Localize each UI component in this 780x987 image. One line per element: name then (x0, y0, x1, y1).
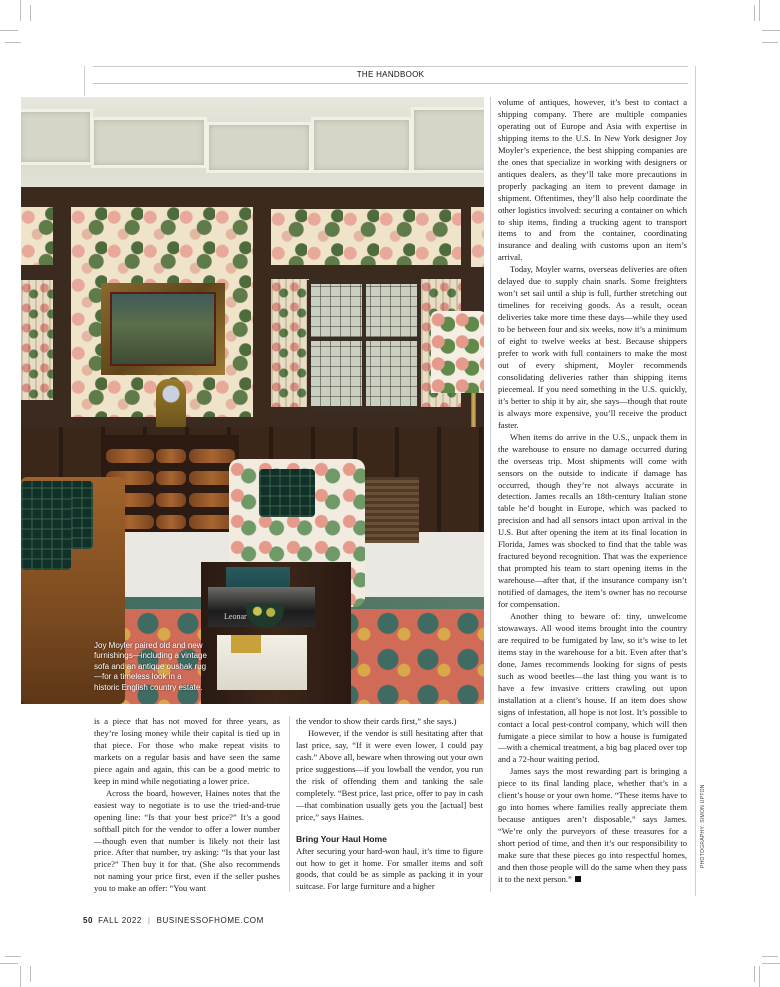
crop-mark-top-left-h2 (5, 42, 21, 43)
article-column-right (498, 97, 687, 886)
floral-wallpaper-right (271, 209, 461, 265)
page-footer (83, 916, 264, 925)
leaded-window (307, 280, 421, 410)
page-number: 50 (83, 916, 94, 925)
book-stack-top (226, 567, 290, 589)
book-spine-text: Leonar (224, 612, 247, 621)
floral-wallpaper-left (21, 207, 53, 265)
crop-mark-bottom-left-v2 (30, 966, 31, 982)
tartan-pillow-chair (259, 469, 315, 517)
column-rule-right (490, 97, 491, 892)
crop-mark-bottom-right-v2 (754, 966, 755, 982)
end-of-article-mark-icon (575, 876, 581, 882)
paragraph: volume of antiques, however, it’s best to contact a shipping company. There are multiple companies operating out of Europe and Asia with expertise in shipping items to the U.S. In New York designer Joy Moyler’s experience, the best shipping companies are the ones that specialize in working with designers or antiques dealers, as they’ll take more precautions in properly packaging an item to prevent damage in shipment. Oftentimes, they’ll also help coordinate the other logistics involved: securing a container on which to ship items, finding a trucking agent to transport items to and from the container, coordinating insurance and dealing with customs upon an item’s arrival. (498, 97, 687, 263)
floral-lamp-shade (431, 311, 484, 393)
crop-mark-top-right-h (762, 30, 780, 31)
photo-caption: Joy Moyler paired old and new furnishings—including a vintage sofa and an antique oushak rug—for a timeless look in a historic English country estate. (94, 641, 207, 692)
paragraph: the vendor to show their cards first,” she says.) (296, 716, 457, 726)
crop-mark-top-right-v2 (754, 5, 755, 21)
crop-mark-top-left-v (20, 0, 21, 21)
crop-mark-bottom-left-h2 (0, 963, 18, 964)
interior-photo (21, 97, 484, 704)
issue-label: FALL 2022 (98, 916, 142, 925)
paragraph-final (498, 766, 687, 886)
running-head: THE HANDBOOK (356, 70, 425, 79)
crop-mark-bottom-left-h (5, 956, 21, 957)
gilt-framed-painting (101, 283, 225, 375)
paragraph-text: James says the most rewarding part is bringing a piece to its final landing place, whether that’s in a client’s house or your own home. “These items have to go into homes where families really appreciate them because antiques aren’t disposable,” says James. “We’re only the purveyors of these treasures for a short period of time, and then it’s our responsibility to make sure that these pieces go into respectful homes, and then those people will do the same when they pass it to the next person.” (498, 766, 687, 884)
header-rule-top (93, 66, 688, 67)
ornate-ceiling (21, 97, 484, 189)
article-column-middle (296, 716, 483, 893)
crop-mark-top-left-v2 (30, 5, 31, 21)
paragraph: After securing your hard-won haul, it’s time to figure out how to get it home. For smaller items and soft goods, that could be as simple as packing it in your suitcase. For large furniture and a higher (296, 845, 483, 892)
paragraph: is a piece that has not moved for three years, as they’re losing money while their capital is tied up in that piece. For those who make repeat visits to markets on a regular basis and have seen the same piece again and again, this can be a good metric to keep in mind while negotiating a lower price. (94, 716, 280, 786)
crop-mark-bottom-left-v (20, 966, 21, 987)
paragraph: Today, Moyler warns, overseas deliveries are often delayed due to supply chain snarls. Some freighters won’t set sail until a ship is full, further stretching out timelines for receiving goods. As a result, ocean deliveries take more time these days—while they used to be between four and six weeks, now it’s a minimum of eight to twelve weeks at best. Because shippers prefer to work with full containers to make the most out of every shipment, Moyler recommends consolidating deliveries rather than shipping items piecemeal. If you need something in the U.S. quickly, it’s better to ship it by air, she says—though that route is always more expensive, you’ll receive the product faster. (498, 264, 687, 430)
photo-credit: PHOTOGRAPHY: SIMON UPTON (700, 784, 706, 868)
paragraph: However, if the vendor is still hesitating after that last price, say, “If it were even lower, I could pay cash.” Above all, beware when throwing out your own price suggestions—if you lowball the vendor, you run the risk of offending them and tanking the sale completely. “Best price, last price, offer to pay in cash—that combination usually gets you the [actual] best price,” says Haines. (296, 727, 483, 822)
section-subhead: Bring Your Haul Home (296, 833, 387, 844)
paragraph: When items do arrive in the U.S., unpack them in the warehouse to ensure no damage occurred during the overseas trip. Most shipments will come with sensors on the outside to indicate if damage has occurred, though they’re not always accurate in detection. James recalls an 18th-century Italian stone table he’d bought in Europe, which was packed to precision and had all sensors intact upon arrival in the U.S. But after opening the item at its final location in Florida, James was shocked to find that the table was fractured beyond recognition. That was the experience that prompted his team to start opening items in the warehouse—after that, if the insurance company isn’t notified of damages, the item’s owner has no recourse for compensation. (498, 431, 687, 610)
article-column-left (94, 716, 280, 895)
frame-rule-left (84, 66, 85, 96)
paragraph: Across the board, however, Haines notes that the easiest way to negotiate is to use the tried-and-true opening line: “Is that your best price?” It’s a good softball pitch for the vendor to offer a lower number—though even that number is likely not their last price. After that number, try asking: “Is that your last price?” Then buy it for that. (She also recommends not naming your price first, even if the seller pushes you to make an offer: “You want (94, 787, 280, 894)
curtain-window-left (271, 279, 309, 407)
crop-mark-bottom-right-h2 (762, 963, 780, 964)
header-rule-bottom (93, 83, 688, 84)
crop-mark-top-left-h (0, 30, 18, 31)
website-link[interactable]: BUSINESSOFHOME.COM (156, 916, 264, 925)
timber-beam (21, 187, 484, 207)
tartan-pillow-sofa-2 (21, 495, 71, 570)
column-rule-middle (289, 716, 290, 892)
mantel-clock (156, 379, 186, 429)
crop-mark-top-right-v (759, 0, 760, 21)
frame-rule-right (695, 66, 696, 896)
crop-mark-bottom-right-v (759, 966, 760, 987)
crop-mark-top-right-h2 (762, 42, 778, 43)
footer-separator: | (147, 916, 151, 925)
crop-mark-bottom-right-h (762, 956, 778, 957)
paragraph: Another thing to beware of: tiny, unwelcome stowaways. All wood items brought into the country are required to be fumigated by law, so it’s wise to let items stay in the warehouse for a bit. Even after that’s done, James recommends looking for signs of pests such as wood beetles—the last thing you want is to have a few invasive critters crawling out upon installation at a client’s house. If an item does show signs of infestation, all hope is not lost. It’s possible to contact a local pest-control company, which will then fumigate a piece similar to how a house is fumigated—with a chemical treatment, a big bag placed over top and a 72-hour waiting period. (498, 610, 687, 765)
curtain-left (21, 280, 53, 400)
